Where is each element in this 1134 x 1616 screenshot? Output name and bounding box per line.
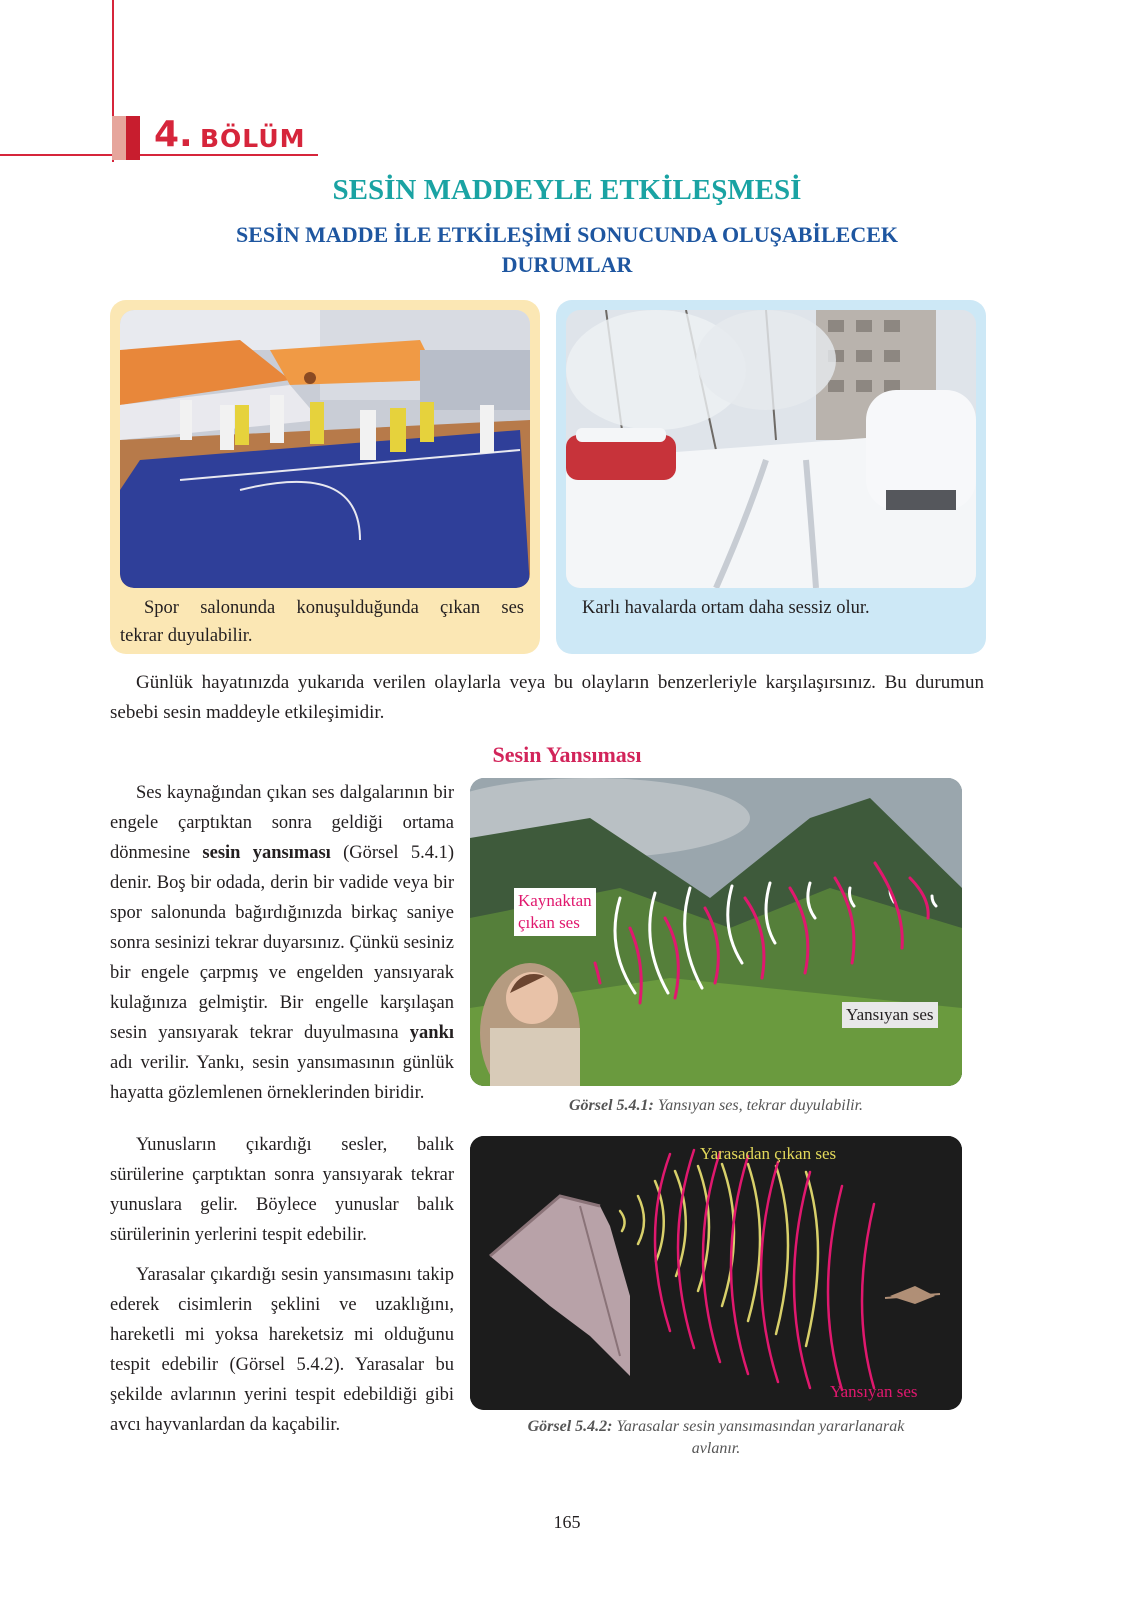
label-source-sound-line-1: Kaynaktan: [518, 891, 592, 910]
subtitle-line-1: SESİN MADDE İLE ETKİLEŞİMİ SONUCUNDA OLUŞABİLECEK: [236, 222, 898, 247]
sports-hall-photo: [120, 310, 530, 588]
bat-echolocation-illustration: [470, 1136, 962, 1410]
paragraph-reflection-text-2: (Görsel 5.4.1) denir. Boş bir odada, derin bir vadide veya bir spor salonunda bağırdığınızda birkaç saniye sonra sesinizi tekrar duyarsınız. Çünkü sesiniz bir engele çarpmış ve engelden yansıyarak kulağınıza gelmiştir. Bir engelle karşılaşan sesin yansıyarak tekrar duyulmasına: [110, 843, 454, 1043]
label-reflected-sound: Yansıyan ses: [842, 1002, 938, 1028]
intro-paragraph: Günlük hayatınızda yukarıda verilen olaylarla veya bu olayların benzerleriyle karşılaşırsınız. Bu durumun sebebi sesin maddeyle etkileşimidir.: [110, 672, 984, 723]
paragraph-reflection-text-3: adı verilir. Yankı, sesin yansımasının günlük hayatta gözlemlenen örneklerinden biridir.: [110, 1053, 454, 1103]
snow-caption: Karlı havalarda ortam daha sessiz olur.: [582, 598, 870, 618]
section-heading: Sesin Yansıması: [492, 742, 642, 767]
figure-2-caption-text-1: Yarasalar sesin yansımasından yararlanarak: [612, 1418, 905, 1435]
figure-1-caption-text: Yansıyan ses, tekrar duyulabilir.: [653, 1097, 864, 1114]
figure-echo-valley: [470, 778, 962, 1086]
sports-hall-caption: [120, 594, 524, 650]
page-subtitle: [150, 220, 984, 280]
sports-hall-panel: [110, 300, 540, 654]
paragraph-reflection: [110, 778, 454, 1108]
chapter-tab-light: [112, 116, 126, 160]
term-sound-reflection: sesin yansıması: [202, 843, 331, 863]
sports-hall-caption-line-1: Spor salonunda konuşulduğunda çıkan ses: [144, 598, 524, 618]
subtitle-line-2: DURUMLAR: [501, 252, 633, 277]
paragraph-reflection-text-1: Ses kaynağından çıkan ses dalgalarının bir engele çarptıktan sonra geldiği ortama dönmesine: [110, 783, 454, 863]
snow-panel: [556, 300, 986, 654]
page-title: SESİN MADDEYLE ETKİLEŞMESİ: [332, 174, 802, 206]
figure-2-caption-line-2: avlanır.: [691, 1440, 741, 1457]
figure-2-caption: [470, 1416, 962, 1460]
term-echo: yankı: [409, 1023, 454, 1043]
chapter-number: 4.: [154, 114, 193, 155]
figure-1-caption: [470, 1097, 962, 1115]
page-number: 165: [553, 1512, 581, 1532]
figure-2-caption-label: Görsel 5.4.2:: [527, 1418, 613, 1435]
figure-2-caption-line-1: [470, 1416, 962, 1438]
chapter-tab-dark: [126, 116, 140, 160]
label-bat-emitted-sound: Yarasadan çıkan ses: [700, 1144, 837, 1163]
label-source-sound-line-2: çıkan ses: [518, 913, 580, 932]
paragraph-bats: Yarasalar çıkardığı sesin yansımasını takip ederek cisimlerin şeklini ve uzaklığını, hareketli mi yoksa hareketsiz mi olduğunu tespit edebilir (Görsel 5.4.2). Yarasalar bu şekilde avlarının yerini tespit edebildiği gibi avcı hayvanlardan da kaçabilir.: [110, 1265, 454, 1435]
snow-photo: [566, 310, 976, 588]
figure-bat-echolocation: [470, 1136, 962, 1410]
label-bat-reflected-sound: Yansıyan ses: [830, 1382, 918, 1401]
chapter-word: BÖLÜM: [200, 124, 306, 153]
label-source-sound: [514, 888, 596, 936]
sports-hall-caption-line-2: tekrar duyulabilir.: [120, 626, 253, 646]
paragraph-dolphins: Yunusların çıkardığı sesler, balık sürülerine çarptıktan sonra yansıyarak tekrar yunuslara gelir. Böylece yunuslar balık sürülerinin yerlerini tespit edebilir.: [110, 1135, 454, 1245]
figure-1-caption-label: Görsel 5.4.1:: [568, 1097, 654, 1114]
